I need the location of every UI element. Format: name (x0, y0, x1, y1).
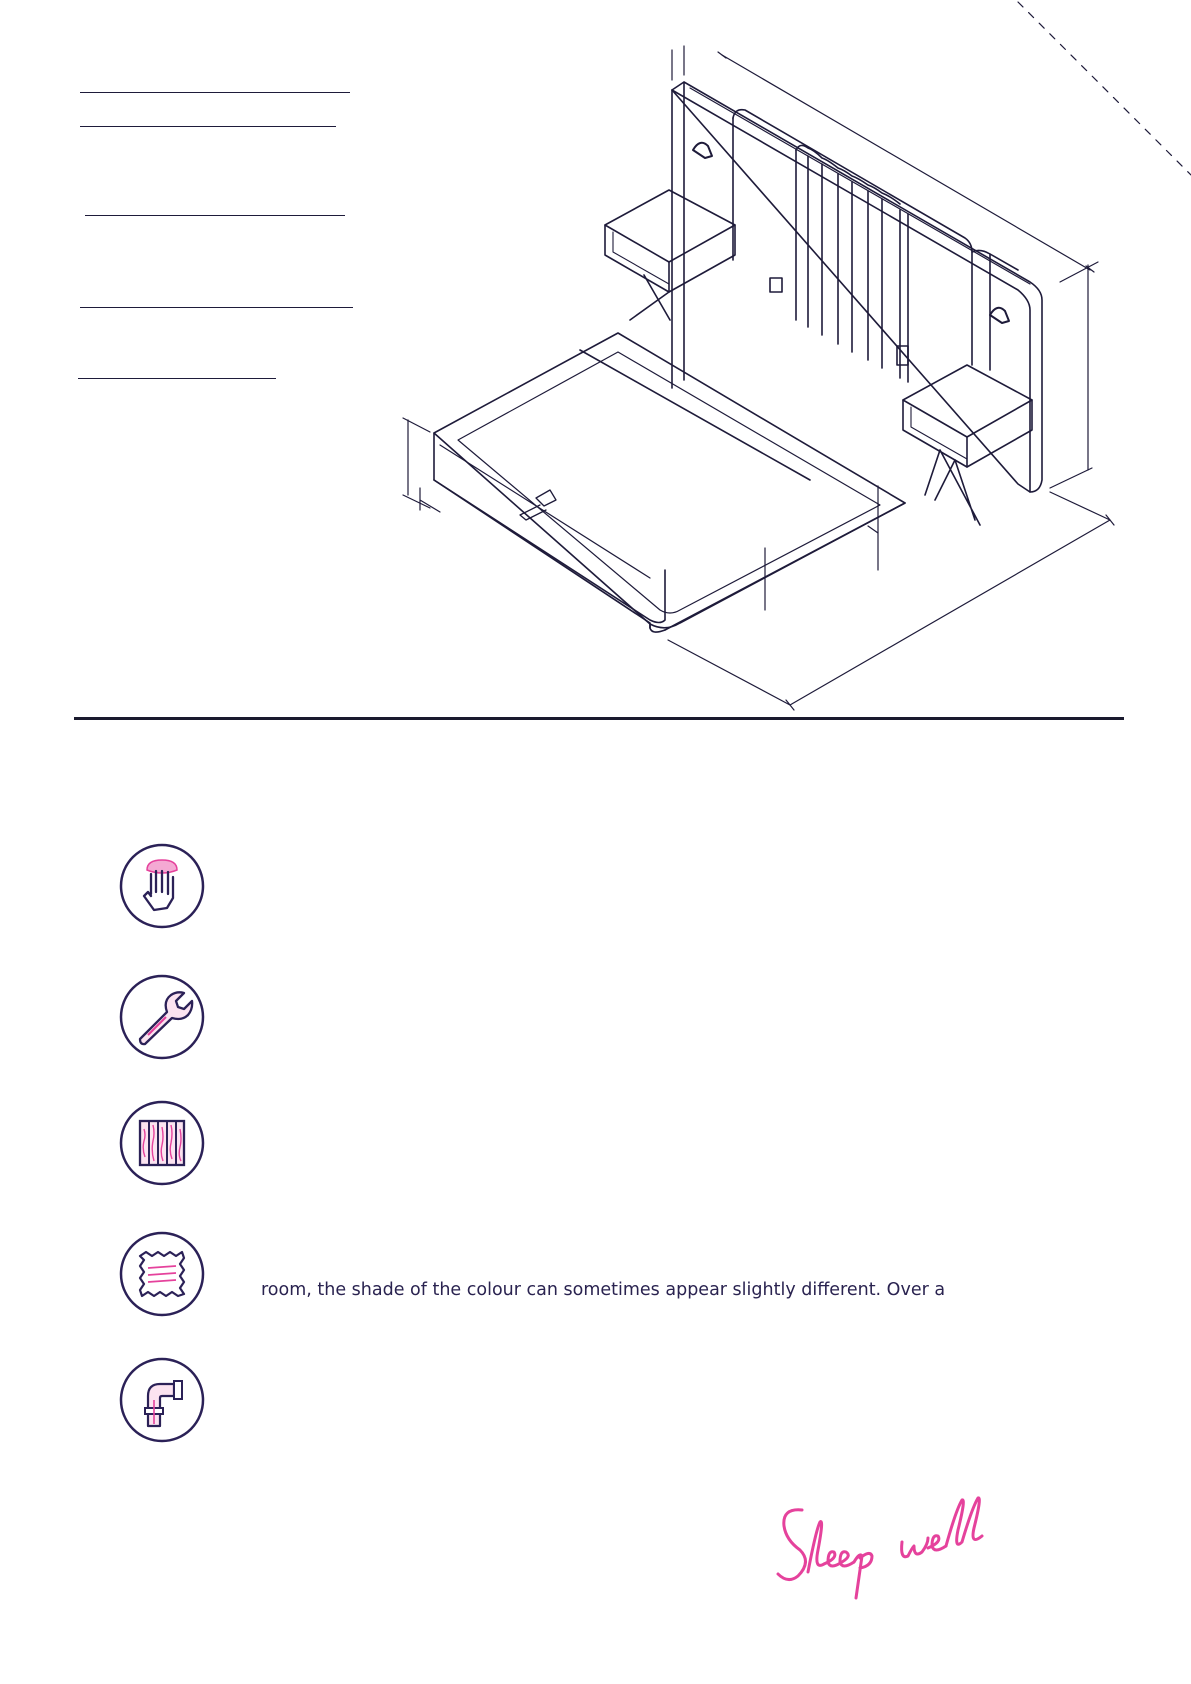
fabric-care-text: room, the shade of the colour can sometimes appear slightly different. Over a (261, 1280, 946, 1300)
headboard-back (672, 82, 1042, 492)
fabric-swatch-icon (118, 1230, 206, 1318)
logo-badge-right (990, 308, 1009, 323)
left-nightstand (605, 190, 735, 320)
corner-dash-line (1018, 2, 1191, 175)
hand-cleaning-icon (118, 842, 206, 930)
section-divider (74, 717, 1124, 720)
logo-badge-left (693, 143, 712, 158)
wood-grain-icon (118, 1099, 206, 1187)
dimension-lines (403, 46, 1114, 710)
bed-base (434, 278, 908, 632)
bed-diagram (0, 0, 1191, 720)
sleep-well-signature (772, 1490, 1002, 1610)
pipe-elbow-icon (118, 1356, 206, 1444)
right-nightstand (903, 365, 1032, 525)
headboard-channels (796, 150, 908, 382)
wrench-icon (118, 973, 206, 1061)
